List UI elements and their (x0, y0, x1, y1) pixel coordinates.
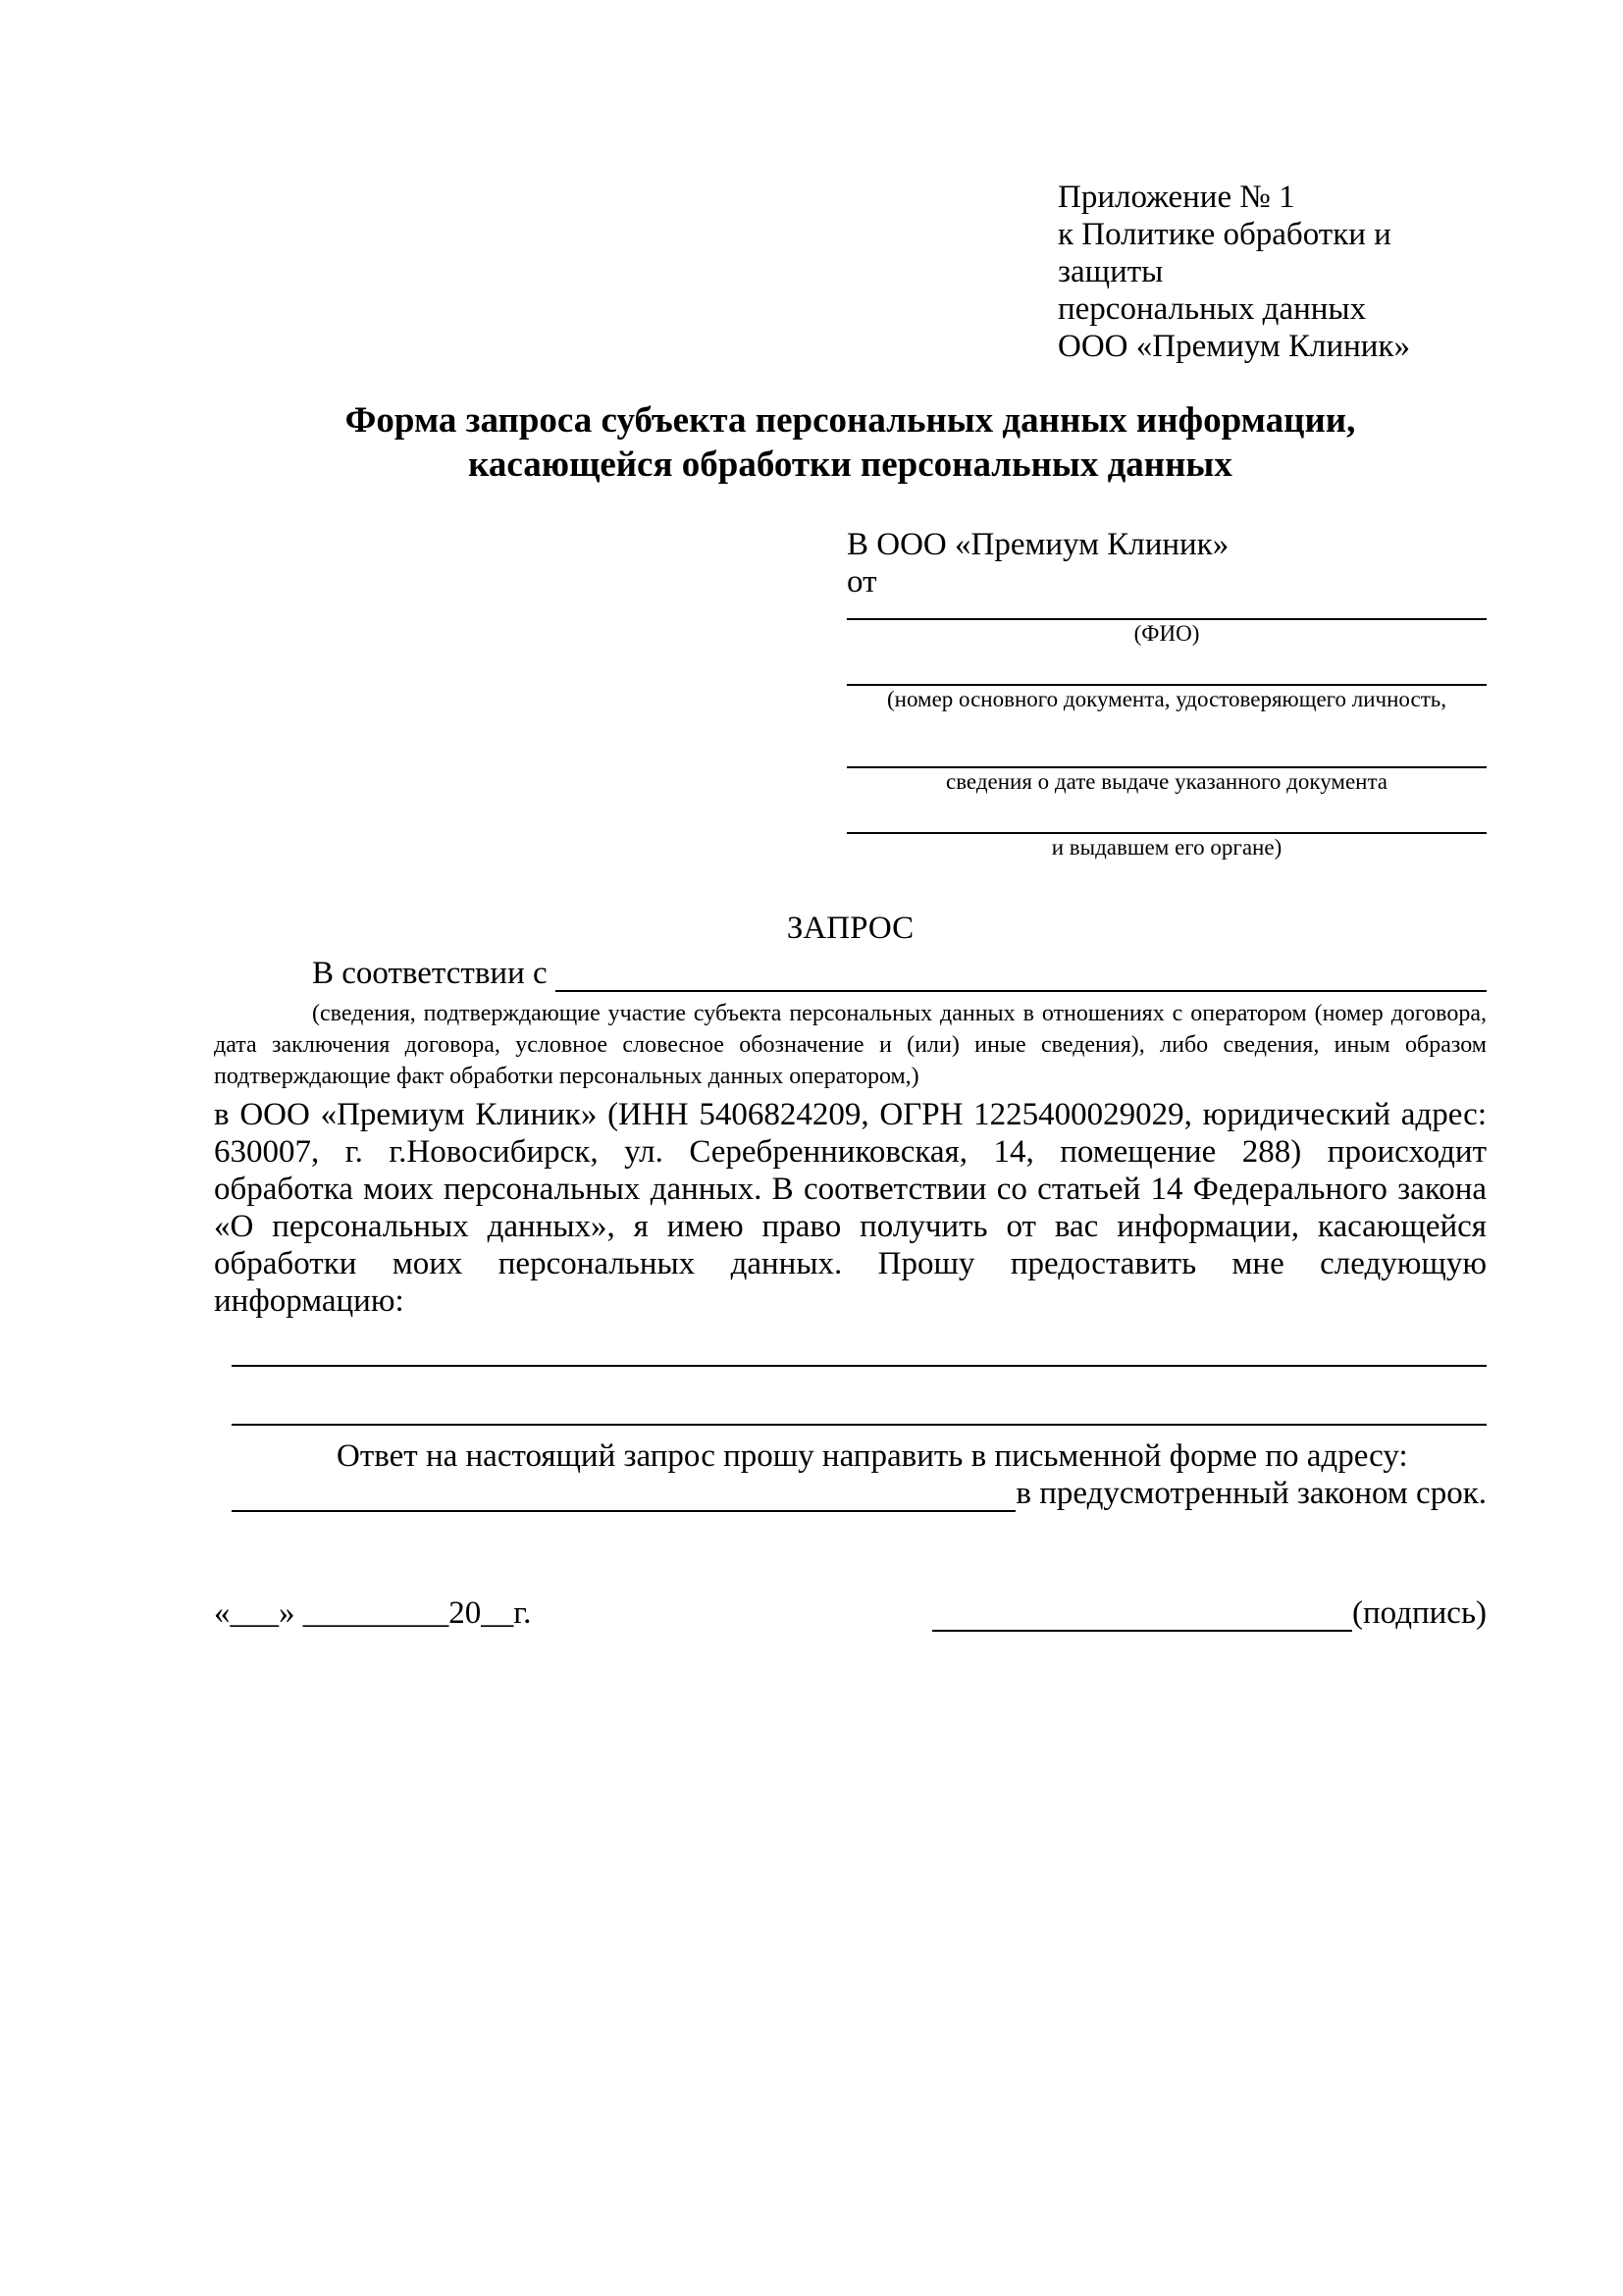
addressee-block (847, 526, 1487, 861)
appendix-line: Приложение № 1 (1058, 180, 1295, 215)
accordance-row (214, 955, 1487, 992)
document-title (214, 398, 1487, 487)
appendix-line: к Политике обработки и защиты (1058, 217, 1391, 289)
appendix-line: ООО «Премиум Клиник» (1058, 329, 1410, 364)
issuing-authority-field-caption: и выдавшем его органе) (1051, 835, 1283, 860)
addressee-to: В ООО «Премиум Клиник» (847, 527, 1230, 562)
appendix-block (1058, 179, 1487, 365)
reply-address-row (214, 1475, 1487, 1512)
accordance-prefix: В соответствии с (312, 956, 548, 991)
date-blank: «___» _________20__г. (214, 1595, 532, 1631)
request-body: в ООО «Премиум Клиник» (ИНН 5406824209, ОГРН 1225400029029, юридический адрес: 630007, г. г.Новосибирск, ул. Серебренниковская, 14, помещение 288) происходит обработка моих персональных данных. В соответствии со статьей 14 Федерального закона «О персональных данных», я имею право получить от вас информации, касающейся обработки моих персональных данных. Прошу предоставить мне следующую информацию: (214, 1097, 1487, 1319)
issue-date-field-caption: сведения о дате выдаче указанного документа (945, 769, 1388, 794)
document-number-field-caption: (номер основного документа, удостоверяющего личность, (886, 687, 1446, 711)
request-heading: ЗАПРОС (786, 911, 915, 946)
document-title-line1: Форма запроса субъекта персональных данных информации, (344, 400, 1356, 441)
reply-suffix: в предусмотренный законом срок. (1016, 1476, 1487, 1511)
reply-paragraph: Ответ на настоящий запрос прошу направить в письменной форме по адресу: (337, 1438, 1408, 1474)
fine-print-note: (сведения, подтверждающие участие субъекта персональных данных в отношениях с оператором (номер договора, дата заключения договора, условное словесное обозначение и (или) иные сведения), либо сведения, иным образом подтверждающие факт обработки персональных данных оператором,) (214, 1001, 1487, 1089)
information-blank-line-2 (232, 1422, 1487, 1426)
appendix-line: персональных данных (1058, 291, 1367, 327)
document-title-line2: касающейся обработки персональных данных (468, 444, 1232, 485)
signature-group (932, 1594, 1487, 1632)
addressee-from: от (847, 564, 877, 600)
signature-blank-line (932, 1600, 1352, 1632)
information-blank-line-1 (232, 1363, 1487, 1367)
signature-caption: (подпись) (1352, 1595, 1487, 1631)
issuing-authority-field (847, 830, 1487, 861)
document-content (214, 0, 1487, 1632)
accordance-blank-line (555, 961, 1487, 992)
fio-field-caption: (ФИО) (1133, 621, 1200, 646)
reply-address-blank-line (232, 1481, 1016, 1512)
document-number-field (847, 682, 1487, 712)
footer-row (214, 1594, 1487, 1632)
issue-date-field (847, 764, 1487, 795)
fio-field (847, 616, 1487, 647)
